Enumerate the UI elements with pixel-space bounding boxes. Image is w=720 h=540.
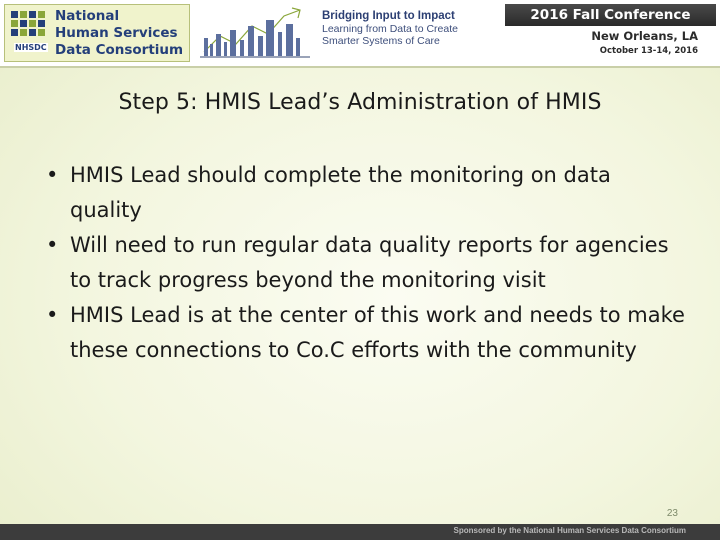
city-skyline-icon: [200, 4, 310, 62]
nhsdc-logo: [4, 4, 190, 62]
bullet-item: [46, 158, 686, 228]
conference-location: New Orleans, LA: [591, 29, 698, 43]
logo-acronym: NHSDC: [15, 43, 47, 52]
page-number: 23: [666, 508, 678, 519]
conference-banner: [0, 0, 720, 68]
conference-name: 2016 Fall Conference: [505, 4, 716, 26]
bullet-text: Will need to run regular data quality reports for agencies to track progress beyond the monitoring visit: [70, 233, 669, 292]
conference-dates: October 13-14, 2016: [599, 46, 698, 56]
bullet-glyph: •: [46, 233, 59, 257]
bullet-list: [46, 158, 686, 368]
conference-tagline: Bridging Input to Impact Learning from Data to Create Smarter Systems of Care: [322, 10, 458, 47]
slide-title: Step 5: HMIS Lead’s Administration of HMIS: [118, 90, 602, 115]
bullet-item: [46, 228, 686, 298]
logo-organization-name: National Human Services Data Consortium: [55, 8, 184, 58]
bullet-text: HMIS Lead should complete the monitoring on data quality: [70, 163, 611, 222]
bullet-glyph: •: [46, 303, 59, 327]
bullet-item: [46, 298, 686, 368]
footer-sponsor-text: Sponsored by the National Human Services Data Consortium: [453, 526, 686, 535]
bullet-text: HMIS Lead is at the center of this work and needs to make these connections to Co.C efforts with the community: [70, 303, 685, 362]
footer-bar: [0, 524, 720, 540]
bullet-glyph: •: [46, 163, 59, 187]
